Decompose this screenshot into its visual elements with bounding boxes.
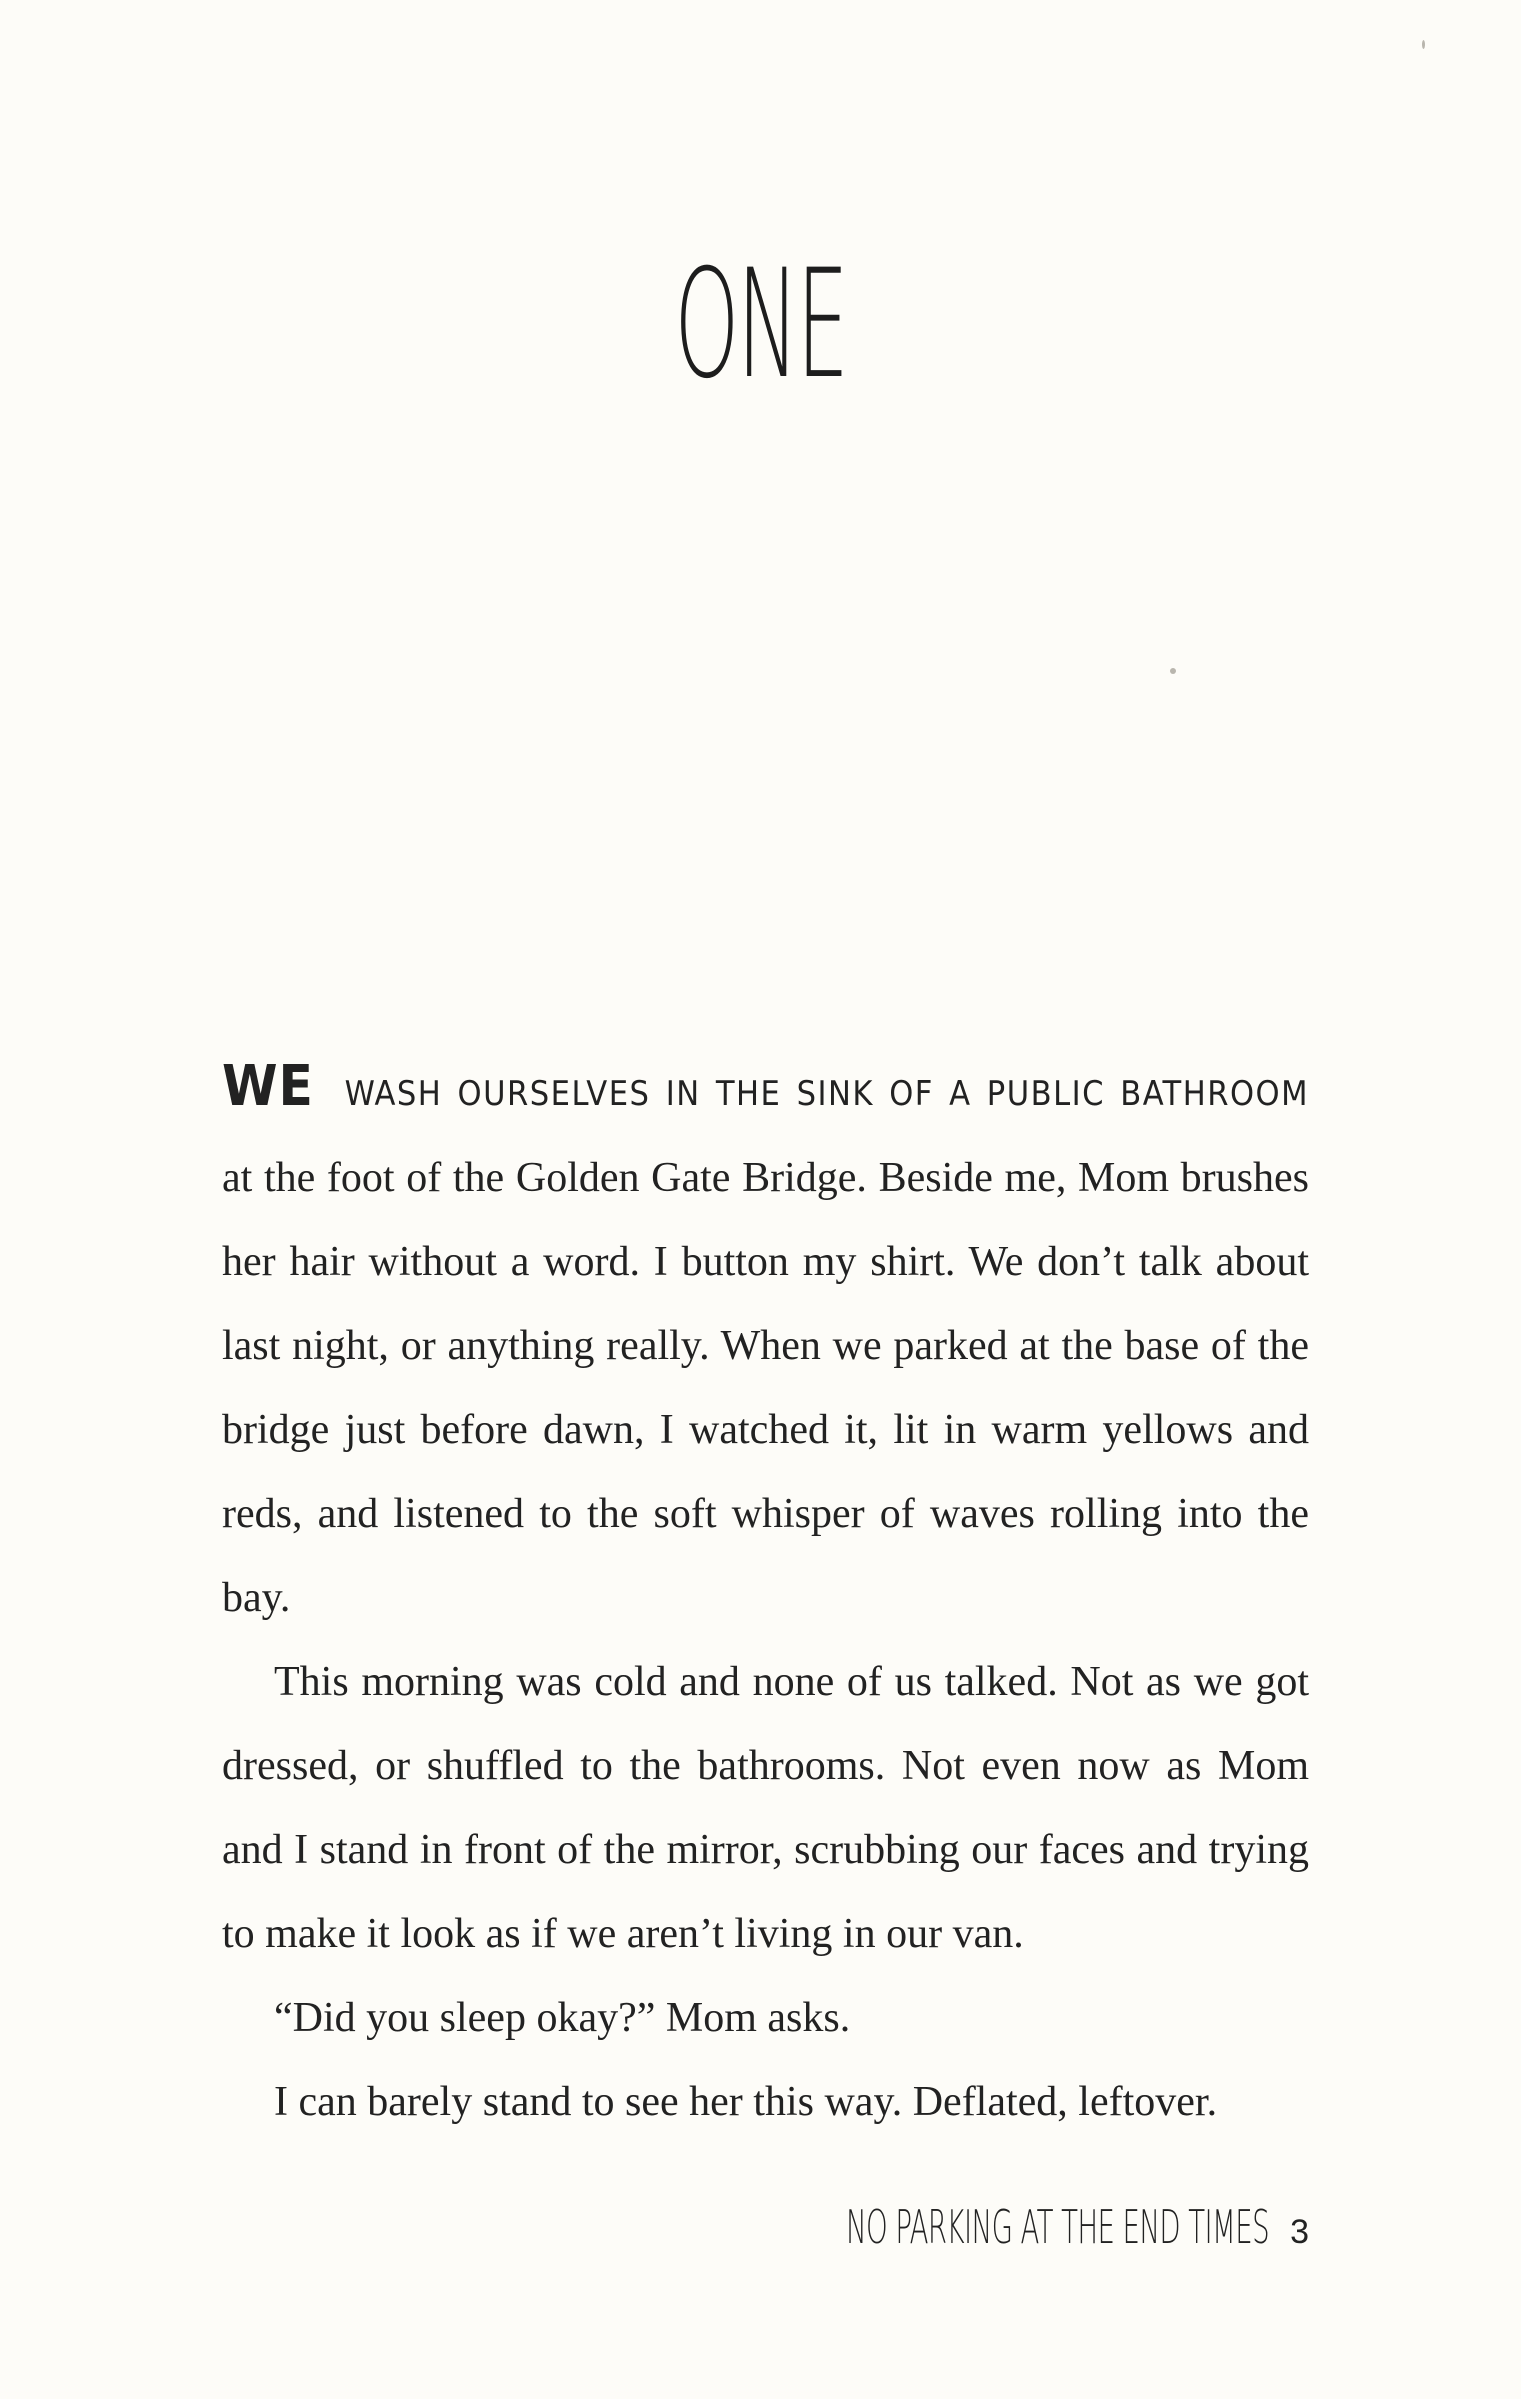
running-footer — [564, 2200, 1309, 2254]
paragraph-3: “Did you sleep okay?” Mom asks. — [274, 1995, 851, 2041]
footer-book-title: NO PARKING AT THE END TIMES — [846, 2200, 1270, 2254]
paper-speck — [1170, 668, 1176, 674]
opening-line — [222, 1045, 1309, 1136]
paragraph-1: at the foot of the Golden Gate Bridge. Beside me, Mom brushes her hair without a word. I button my shirt. We don’t talk about last night, or anything really. When we parked at the base of the bridge just before dawn, I watched it, lit in warm yellows and reds, and listened to the soft whisper of waves rolling into the bay. — [222, 1155, 1309, 1621]
chapter-body — [222, 1045, 1309, 2144]
paragraph-4: I can barely stand to see her this way. Deflated, leftover. — [274, 2079, 1218, 2125]
opening-smallcaps: WASH OURSELVES IN THE SINK OF A PUBLIC BATHROOM — [344, 1074, 1309, 1114]
page-number: 3 — [1290, 2213, 1309, 2251]
paragraph-2: This morning was cold and none of us talked. Not as we got dressed, or shuffled to the bathrooms. Not even now as Mom and I stand in front of the mirror, scrubbing our faces and trying to make it look as if we aren’t living in our van. — [222, 1659, 1309, 1957]
opening-dropword: WE — [222, 1054, 314, 1119]
chapter-title: ONE — [674, 238, 847, 412]
paper-speck — [1422, 40, 1425, 49]
